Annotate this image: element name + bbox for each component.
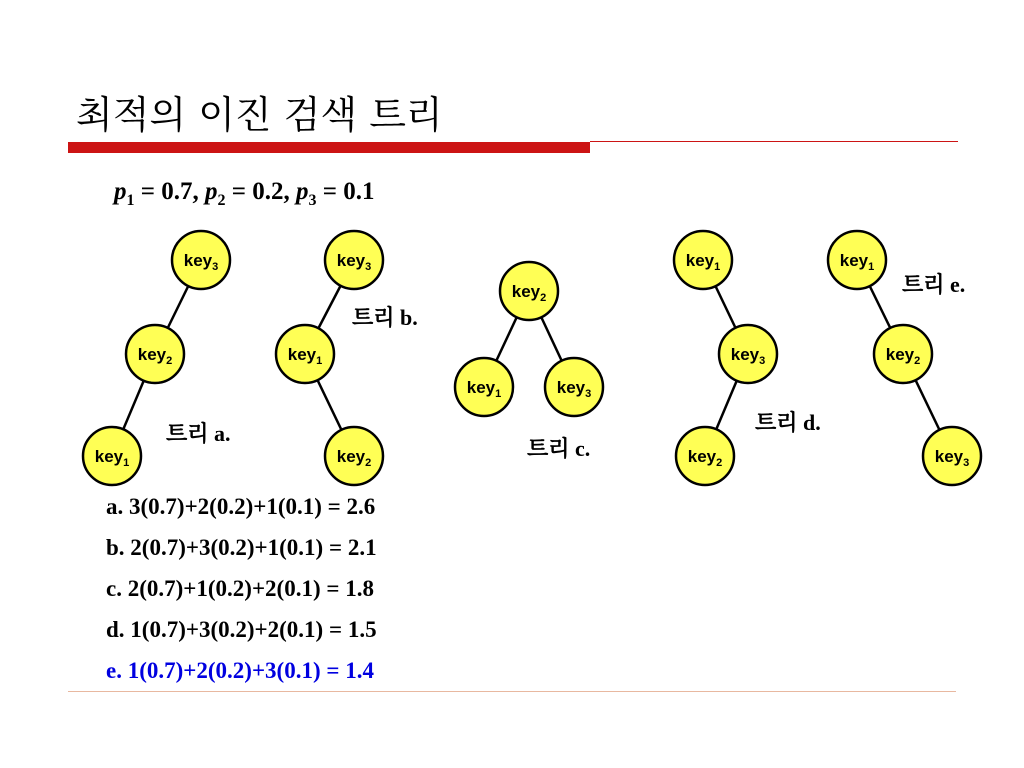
tree-b-label: 트리 b. <box>352 305 418 330</box>
svg-text:key2: key$_2$ <box>336 447 372 469</box>
tree-e <box>828 231 981 485</box>
svg-text:key2: key$_2$ <box>511 282 547 304</box>
tree-d <box>674 231 821 485</box>
svg-text:key3: key$_3$ <box>556 378 592 400</box>
tree-d-label: 트리 d. <box>755 410 821 435</box>
svg-text:key3: key$_3$ <box>183 251 219 273</box>
tree-a <box>83 231 231 485</box>
formula-e-optimal: e. 1(0.7)+2(0.2)+3(0.1) = 1.4 <box>106 658 374 683</box>
svg-text:key2: key$_2$ <box>137 345 173 367</box>
svg-text:key3: key$_3$ <box>934 447 970 469</box>
svg-text:key2: key$_2$ <box>687 447 723 469</box>
formula-a: a. 3(0.7)+2(0.2)+1(0.1) = 2.6 <box>106 494 376 519</box>
svg-text:key1: key$_1$ <box>287 345 323 367</box>
bottom-rule <box>68 691 956 692</box>
cost-formulas <box>106 494 377 699</box>
svg-text:key1: key$_1$ <box>466 378 502 400</box>
svg-text:key1: key$_1$ <box>685 251 721 273</box>
svg-text:key1: key$_1$ <box>94 447 130 469</box>
svg-text:key2: key$_2$ <box>885 345 921 367</box>
slide-title: 최적의 이진 검색 트리 <box>76 93 443 137</box>
tree-b <box>276 231 418 485</box>
formula-b: b. 2(0.7)+3(0.2)+1(0.1) = 2.1 <box>106 535 377 560</box>
tree-e-label: 트리 e. <box>902 272 966 297</box>
svg-text:key3: key$_3$ <box>336 251 372 273</box>
tree-a-label: 트리 a. <box>166 421 231 446</box>
tree-c <box>455 262 603 461</box>
formula-d: d. 1(0.7)+3(0.2)+2(0.1) = 1.5 <box>106 617 377 642</box>
svg-text:key1: key$_1$ <box>839 251 875 273</box>
formula-c: c. 2(0.7)+1(0.2)+2(0.1) = 1.8 <box>106 576 374 601</box>
probabilities-line: $p_1 = 0.7$, $p_2 = 0.2$, $p_3 = 0.1$ <box>114 178 375 209</box>
svg-text:key3: key$_3$ <box>730 345 766 367</box>
tree-c-label: 트리 c. <box>527 436 591 461</box>
